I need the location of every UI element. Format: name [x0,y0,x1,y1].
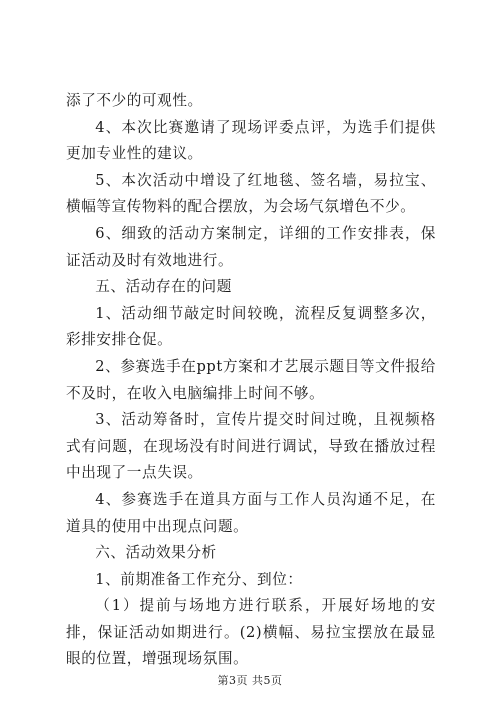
paragraph-continuation: 添了不少的可观性。 [66,92,203,109]
paragraph-item-5: 5、本次活动中增设了红地毯、签名墙，易拉宝、横幅等宣传物料的配合摆放，为会场气氛增色不少。 [66,171,436,216]
problem-item-4: 4、参赛选手在道具方面与工作人员沟通不足，在道具的使用中出现点问题。 [66,490,436,535]
problem-item-1: 1、活动细节敲定时间较晚，流程反复调整多次，彩排安排仓促。 [66,304,436,349]
paragraph-item-4: 4、本次比赛邀请了现场评委点评，为选手们提供更加专业性的建议。 [66,118,436,163]
paragraph-item-6: 6、细致的活动方案制定，详细的工作安排表，保证活动及时有效地进行。 [66,224,436,269]
document-body [66,88,436,673]
section-heading-problems: 五、活动存在的问题 [95,278,232,296]
problem-item-3: 3、活动筹备时，宣传片提交时间过晚，且视频格式有问题，在现场没有时间进行调试，导致在播放过程中出现了一点失误。 [66,411,436,482]
analysis-subitems: （1）提前与场地方进行联系，开展好场地的安排，保证活动如期进行。(2)横幅、易拉宝摆放在最显眼的位置，增强现场氛围。 [66,597,436,668]
problem-item-2: 2、参赛选手在ppt方案和才艺展示题目等文件报给不及时，在收入电脑编排上时间不够。 [66,357,436,402]
analysis-item-1: 1、前期准备工作充分、到位： [95,570,303,588]
section-heading-effect-analysis: 六、活动效果分析 [95,544,217,562]
page-footer: 第3页 共5页 [217,674,283,687]
